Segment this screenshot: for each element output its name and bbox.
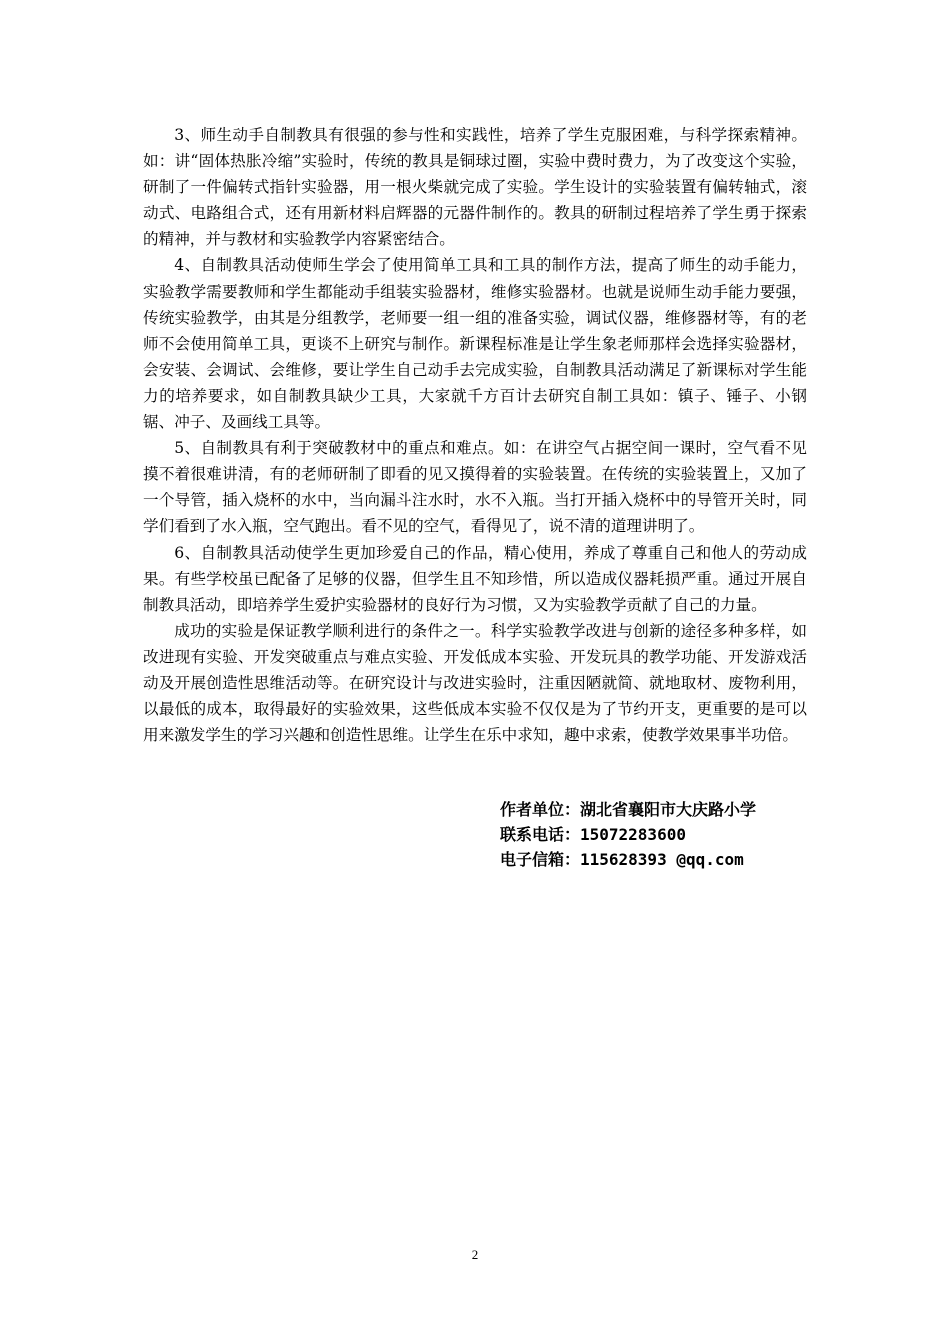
author-unit: 作者单位：湖北省襄阳市大庆路小学 [500, 800, 757, 819]
paragraph-conclusion: 成功的实验是保证教学顺利进行的条件之一。科学实验教学改进与创新的途径多种多样，如改进现有实验、开发突破重点与难点实验、开发低成本实验、开发玩具的教学功能、开发游戏活动及开展创造性思维活动等。在研究设计与改进实验时，注重因陋就简、就地取材、废物利用，以最低的成本，取得最好的实验效果，这些低成本实验不仅仅是为了节约开支，更重要的是可以用来激发学生的学习兴趣和创造性思维。让学生在乐中求知，趣中求索，使教学效果事半功倍。 [143, 621, 807, 745]
paragraph-6: 6、自制教具活动使学生更加珍爱自己的作品，精心使用，养成了尊重自己和他人的劳动成果。有些学校虽已配备了足够的仪器，但学生且不知珍惜，所以造成仪器耗损严重。通过开展自制教具活动，即培养学生爱护实验器材的良好行为习惯，又为实验教学贡献了自己的力量。 [143, 543, 807, 614]
paragraph-4: 4、自制教具活动使师生学会了使用简单工具和工具的制作方法，提高了师生的动手能力，实验教学需要教师和学生都能动手组装实验器材，维修实验器材。也就是说师生动手能力要强，传统实验教学，由其是分组教学，老师要一组一组的准备实验，调试仪器，维修器材等，有的老师不会使用简单工具，更谈不上研究与制作。新课程标准是让学生象老师那样会选择实验器材，会安装、会调试、会维修，要让学生自己动手去完成实验，自制教具活动满足了新课标对学生能力的培养要求，如自制教具缺少工具，大家就千方百计去研究自制工具如：镇子、锤子、小钢锯、冲子、及画线工具等。 [143, 256, 807, 432]
author-phone: 联系电话：15072283600 [500, 825, 686, 844]
paragraph-5: 5、自制教具有利于突破教材中的重点和难点。如：在讲空气占据空间一课时，空气看不见摸不着很难讲清，有的老师研制了即看的见又摸得着的实验装置。在传统的实验装置上，又加了一个导管，插入烧杯的水中，当向漏斗注水时，水不入瓶。当打开插入烧杯中的导管开关时，同学们看到了水入瓶，空气跑出。看不见的空气，看得见了，说不清的道理讲明了。 [143, 439, 807, 536]
author-email: 电子信箱：115628393 @qq.com [500, 850, 744, 869]
paragraph-3: 3、师生动手自制教具有很强的参与性和实践性，培养了学生克服困难，与科学探索精神。如：讲“固体热胀冷缩”实验时，传统的教具是铜球过圈，实验中费时费力，为了改变这个实验，研制了一件偏转式指针实验器，用一根火柴就完成了实验。学生设计的实验装置有偏转轴式，滚动式、电路组合式，还有用新材料启辉器的元器件制作的。教具的研制过程培养了学生勇于探索的精神，并与教材和实验教学内容紧密结合。 [143, 126, 807, 249]
page-number: 2 [471, 1247, 479, 1262]
author-info [500, 797, 830, 872]
document-body [143, 122, 807, 748]
